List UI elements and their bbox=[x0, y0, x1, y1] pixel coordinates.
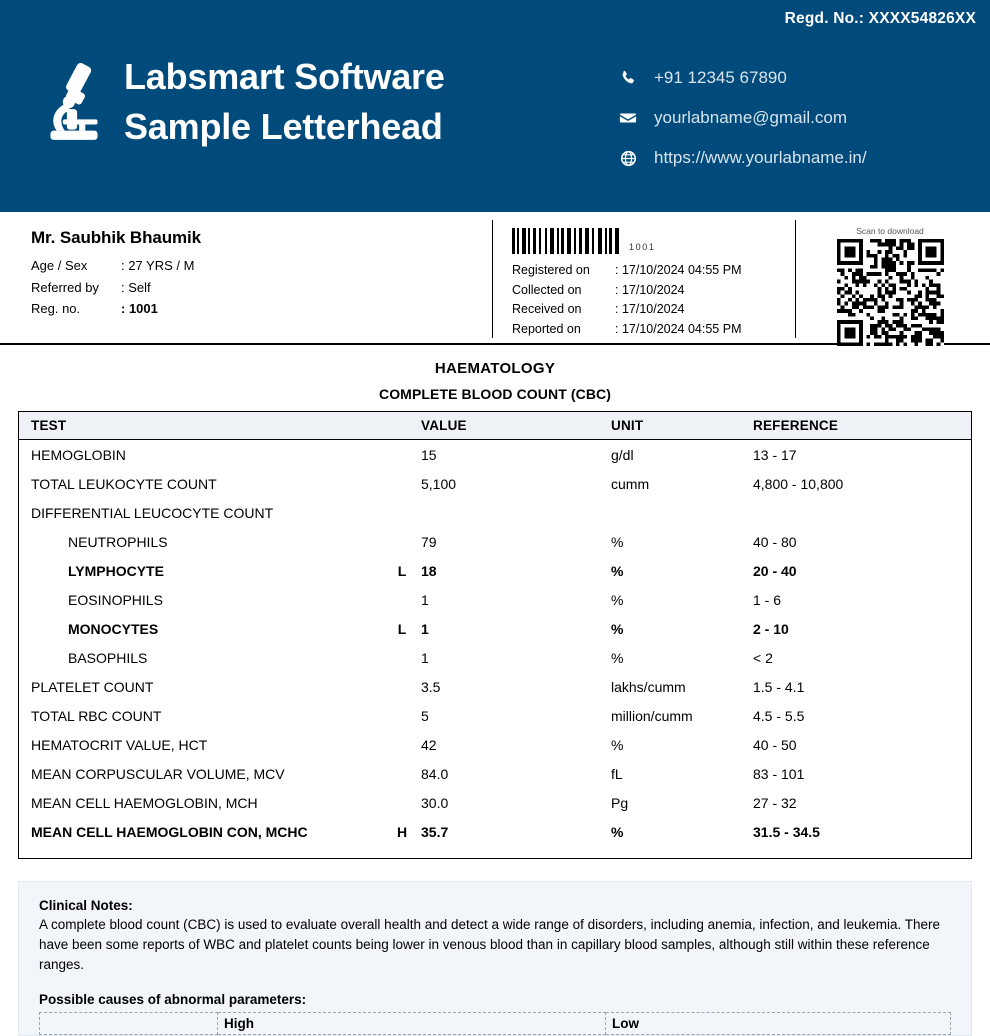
cell-test: LYMPHOCYTE bbox=[68, 562, 164, 579]
brand-line-2: Sample Letterhead bbox=[124, 105, 443, 147]
table-row bbox=[19, 614, 971, 643]
brand-name bbox=[124, 52, 445, 151]
patient-referred-by-row bbox=[31, 277, 201, 299]
cell-reference: 2 - 10 bbox=[753, 620, 789, 637]
cell-reference: 4,800 - 10,800 bbox=[753, 475, 844, 492]
cell-flag bbox=[383, 527, 421, 556]
cell-flag bbox=[383, 730, 421, 759]
cell-flag bbox=[383, 643, 421, 672]
cell-value: 1 bbox=[421, 649, 429, 666]
table-row bbox=[19, 440, 971, 470]
cell-value: 42 bbox=[421, 736, 437, 753]
cell-value bbox=[421, 498, 611, 527]
table-row bbox=[19, 585, 971, 614]
cell-unit: % bbox=[611, 562, 624, 579]
barcode-row bbox=[512, 228, 741, 254]
cell-reference: 1 - 6 bbox=[753, 591, 782, 608]
table-row bbox=[19, 759, 971, 788]
column-header-reference: REFERENCE bbox=[753, 412, 971, 440]
patient-referred-by-label: Referred by bbox=[31, 279, 99, 295]
table-row bbox=[19, 469, 971, 498]
reported-on-value: : 17/10/2024 04:55 PM bbox=[615, 321, 742, 336]
contact-website bbox=[618, 142, 867, 174]
cell-test: MONOCYTES bbox=[68, 620, 159, 637]
cell-test: PLATELET COUNT bbox=[31, 678, 154, 695]
cell-test: EOSINOPHILS bbox=[68, 591, 163, 608]
cell-value: 5,100 bbox=[421, 475, 457, 492]
cell-reference: 40 - 80 bbox=[753, 533, 797, 550]
cell-test: NEUTROPHILS bbox=[68, 533, 168, 550]
registered-on-label: Registered on bbox=[512, 263, 590, 277]
table-bottom-spacer bbox=[19, 846, 971, 858]
cell-reference bbox=[753, 498, 971, 527]
cell-reference: 40 - 50 bbox=[753, 736, 797, 753]
cell-value: 3.5 bbox=[421, 678, 441, 695]
brand-line-1: Labsmart Software bbox=[124, 56, 445, 97]
microscope-icon bbox=[40, 59, 106, 145]
contact-email-text: yourlabname@gmail.com bbox=[654, 108, 848, 127]
clinical-notes-panel bbox=[18, 881, 972, 1036]
registered-on-value: : 17/10/2024 04:55 PM bbox=[615, 263, 742, 277]
table-row bbox=[19, 672, 971, 701]
patient-reg-no-value: : 1001 bbox=[121, 301, 158, 316]
column-header-unit: UNIT bbox=[611, 412, 753, 440]
contact-email bbox=[618, 102, 867, 134]
info-divider-right bbox=[795, 220, 796, 338]
cell-unit: g/dl bbox=[611, 446, 634, 463]
causes-column-low: Low bbox=[606, 1013, 951, 1035]
cell-flag bbox=[383, 672, 421, 701]
patient-info-band bbox=[0, 212, 990, 345]
cell-reference: 4.5 - 5.5 bbox=[753, 707, 805, 724]
cell-flag bbox=[383, 469, 421, 498]
column-header-test: TEST bbox=[19, 412, 383, 440]
collected-on-label: Collected on bbox=[512, 282, 582, 297]
collected-on-value: : 17/10/2024 bbox=[615, 282, 685, 297]
cell-value: 1 bbox=[421, 620, 429, 637]
patient-reg-no-label: Reg. no. bbox=[31, 301, 81, 316]
cell-flag bbox=[383, 585, 421, 614]
table-row bbox=[19, 556, 971, 585]
cell-reference: 13 - 17 bbox=[753, 446, 797, 463]
abnormal-causes-heading: Possible causes of abnormal parameters: bbox=[39, 992, 307, 1007]
cell-unit: % bbox=[611, 591, 624, 608]
cell-test: MEAN CORPUSCULAR VOLUME, MCV bbox=[31, 765, 285, 782]
cell-value: 18 bbox=[421, 562, 437, 579]
contact-details bbox=[618, 62, 867, 182]
patient-name: Mr. Saubhik Bhaumik bbox=[31, 228, 202, 247]
cell-flag bbox=[383, 701, 421, 730]
contact-phone-text: +91 12345 67890 bbox=[654, 68, 787, 87]
patient-age-sex-row bbox=[31, 255, 201, 277]
causes-column-parameter bbox=[40, 1013, 218, 1035]
brand-lockup bbox=[40, 52, 445, 151]
cell-unit: % bbox=[611, 823, 624, 840]
barcode-number: 1001 bbox=[629, 242, 656, 252]
received-on-value: : 17/10/2024 bbox=[615, 302, 685, 316]
table-row bbox=[19, 701, 971, 730]
patient-reg-no-row bbox=[31, 298, 201, 320]
table-row bbox=[19, 788, 971, 817]
table-row bbox=[19, 527, 971, 556]
cell-value: 15 bbox=[421, 446, 437, 463]
collected-on-row bbox=[512, 281, 741, 301]
clinical-notes-body: A complete blood count (CBC) is used to evaluate overall health and detect a wide range of disorders, including anemia, infection, and leukemia. There have been some reports of WBC and platelet counts being lower in venous blood than in capillary blood samples, although still within these reference ranges. bbox=[39, 917, 941, 972]
cell-test: BASOPHILS bbox=[68, 649, 148, 666]
cell-flag bbox=[383, 788, 421, 817]
cell-reference: 1.5 - 4.1 bbox=[753, 678, 805, 695]
cell-value: 84.0 bbox=[421, 765, 449, 782]
cell-test: MEAN CELL HAEMOGLOBIN, MCH bbox=[31, 794, 258, 811]
cell-flag: L bbox=[397, 562, 407, 579]
cell-value: 79 bbox=[421, 533, 437, 550]
column-header-value: VALUE bbox=[421, 412, 611, 440]
cell-test: TOTAL LEUKOCYTE COUNT bbox=[31, 475, 217, 492]
cell-unit: % bbox=[611, 649, 624, 666]
cell-test: DIFFERENTIAL LEUCOCYTE COUNT bbox=[31, 504, 274, 521]
received-on-row bbox=[512, 300, 741, 320]
qr-caption: Scan to download bbox=[856, 226, 924, 236]
table-row bbox=[19, 498, 971, 527]
cell-unit: cumm bbox=[611, 475, 650, 492]
contact-website-text: https://www.yourlabname.in/ bbox=[654, 148, 867, 167]
cell-reference: < 2 bbox=[753, 649, 773, 666]
abnormal-causes-table bbox=[39, 1012, 951, 1035]
causes-header-row bbox=[40, 1013, 951, 1035]
qr-section bbox=[820, 226, 960, 346]
reported-on-label: Reported on bbox=[512, 321, 581, 336]
results-table bbox=[19, 411, 971, 858]
cell-reference: 83 - 101 bbox=[753, 765, 805, 782]
department-title: HAEMATOLOGY bbox=[434, 360, 556, 377]
letterhead-banner bbox=[0, 0, 990, 212]
results-table-container bbox=[18, 411, 972, 859]
cell-flag bbox=[383, 759, 421, 788]
cell-value: 1 bbox=[421, 591, 429, 608]
causes-column-high: High bbox=[218, 1013, 606, 1035]
cell-flag bbox=[383, 440, 421, 470]
registered-on-row bbox=[512, 261, 741, 281]
cell-reference: 20 - 40 bbox=[753, 562, 797, 579]
cell-unit bbox=[611, 498, 753, 527]
table-header-row bbox=[19, 412, 971, 440]
cell-value: 5 bbox=[421, 707, 429, 724]
contact-phone bbox=[618, 62, 867, 94]
table-row bbox=[19, 730, 971, 759]
qr-code[interactable] bbox=[837, 239, 944, 346]
cell-flag bbox=[383, 498, 421, 527]
cell-test: MEAN CELL HAEMOGLOBIN CON, MCHC bbox=[31, 823, 308, 840]
cell-unit: % bbox=[611, 736, 624, 753]
table-row bbox=[19, 817, 971, 846]
results-table-body bbox=[19, 440, 971, 859]
cell-flag: H bbox=[396, 823, 408, 840]
cell-unit: Pg bbox=[611, 794, 629, 811]
column-header-flag bbox=[383, 412, 421, 440]
info-divider-left bbox=[492, 220, 493, 338]
envelope-icon bbox=[618, 108, 638, 128]
table-row bbox=[19, 643, 971, 672]
cell-test: HEMATOCRIT VALUE, HCT bbox=[31, 736, 208, 753]
cell-reference: 31.5 - 34.5 bbox=[753, 823, 820, 840]
cell-unit: % bbox=[611, 620, 624, 637]
sample-details bbox=[512, 228, 741, 339]
reported-on-row bbox=[512, 320, 741, 340]
registration-number: Regd. No.: XXXX54826XX bbox=[784, 10, 976, 27]
patient-details bbox=[31, 228, 201, 320]
globe-icon bbox=[618, 148, 638, 168]
patient-age-sex-value: : 27 YRS / M bbox=[121, 258, 195, 273]
cell-unit: fL bbox=[611, 765, 623, 782]
clinical-notes-heading: Clinical Notes: bbox=[39, 898, 133, 913]
cell-value: 35.7 bbox=[421, 823, 449, 840]
patient-referred-by-value: : Self bbox=[121, 279, 151, 295]
received-on-label: Received on bbox=[512, 302, 582, 316]
cell-unit: million/cumm bbox=[611, 707, 693, 724]
cell-test: TOTAL RBC COUNT bbox=[31, 707, 162, 724]
panel-title: COMPLETE BLOOD COUNT (CBC) bbox=[378, 386, 612, 402]
cell-unit: lakhs/cumm bbox=[611, 678, 686, 695]
cell-unit: % bbox=[611, 533, 624, 550]
cell-reference: 27 - 32 bbox=[753, 794, 797, 811]
cell-test: HEMOGLOBIN bbox=[31, 446, 126, 463]
barcode-image bbox=[512, 228, 620, 254]
cell-value: 30.0 bbox=[421, 794, 449, 811]
phone-icon bbox=[618, 68, 638, 88]
patient-age-sex-label: Age / Sex bbox=[31, 258, 88, 273]
cell-flag: L bbox=[397, 620, 407, 637]
